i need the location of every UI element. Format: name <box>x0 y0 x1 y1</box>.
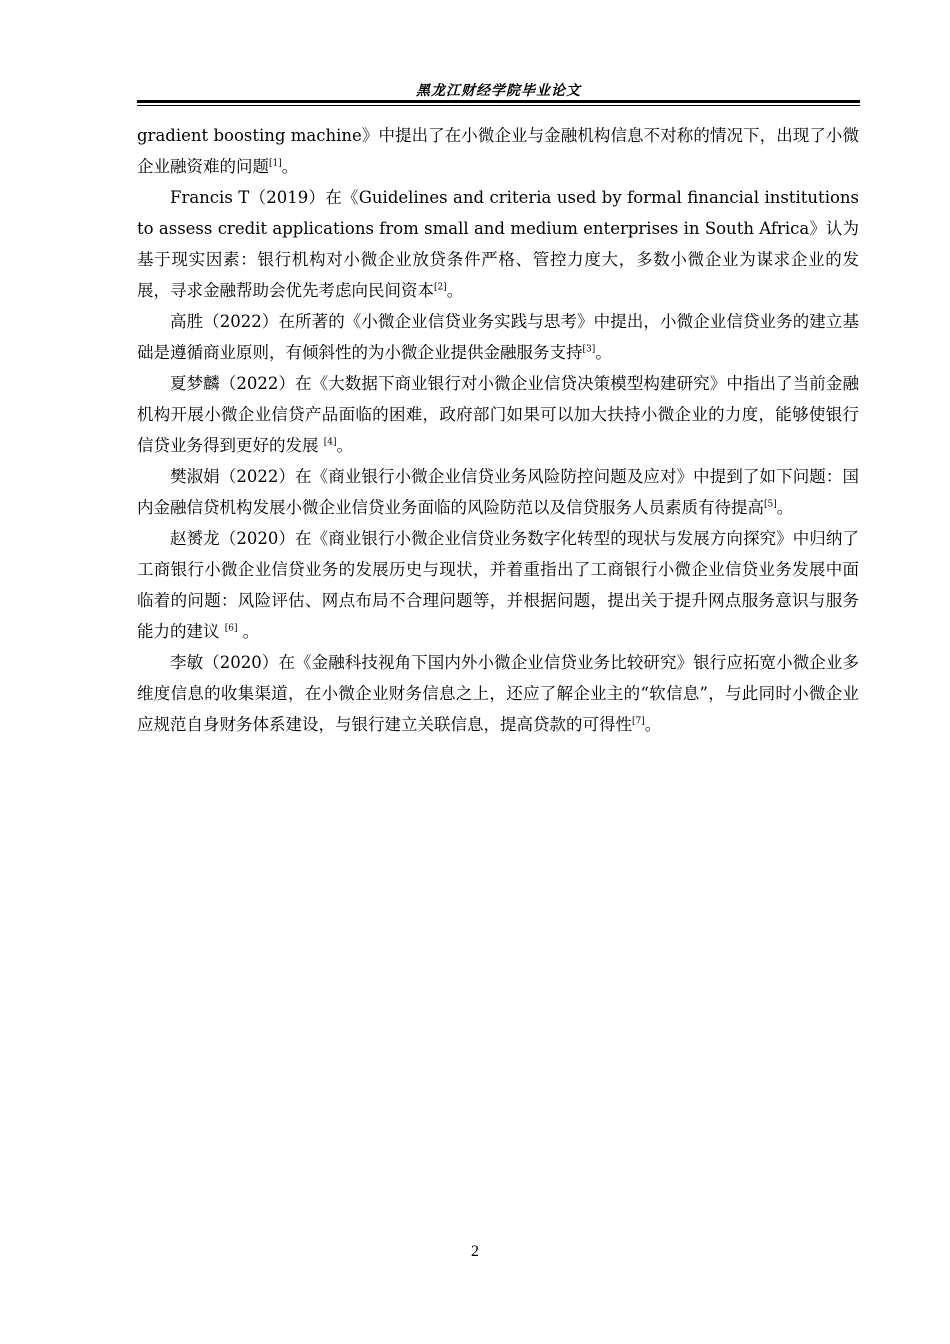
paragraph-tail: 。 <box>644 715 662 734</box>
citation-ref: [7] <box>632 716 645 727</box>
citation-ref: [1] <box>269 158 282 169</box>
citation-ref: [6] <box>224 623 238 634</box>
paragraph-text: Francis T（2019）在《Guidelines and criteria used by formal financial institutions to assess credit applications from small and medium enterprises in South Africa》认为基于现实因素：银行机构对小微企业放贷条件严格、管控力度大，多数小微企业为谋求企业的发展，寻求金融帮助会优先考虑向民间资本 <box>137 188 859 300</box>
citation-ref: [3] <box>582 344 596 355</box>
paragraph-text: 樊淑娟（2022）在《商业银行小微企业信贷业务风险防控问题及应对》中提到了如下问题：国内金融信贷机构发展小微企业信贷业务面临的风险防范以及信贷服务人员素质有待提高 <box>137 467 859 517</box>
paragraph-tail: 。 <box>595 343 612 362</box>
paragraph-text: 夏梦麟（2022）在《大数据下商业银行对小微企业信贷决策模型构建研究》中指出了当前金融机构开展小微企业信贷产品面临的困难，政府部门如果可以加大扶持小微企业的力度，能够使银行信贷业务得到更好的发展 <box>137 374 859 455</box>
header-rule-thin <box>137 105 860 106</box>
paragraph-tail: 。 <box>336 436 353 455</box>
paragraph-4 <box>137 368 859 461</box>
paragraph-tail: 。 <box>281 157 299 176</box>
body-text <box>137 120 859 740</box>
paragraph-6 <box>137 523 859 647</box>
paragraph-tail: 。 <box>446 281 464 300</box>
citation-ref: [4] <box>323 437 337 448</box>
paragraph-3 <box>137 306 859 368</box>
paragraph-1 <box>137 120 859 182</box>
paragraph-text: 高胜（2022）在所著的《小微企业信贷业务实践与思考》中提出，小微企业信贷业务的建立基础是遵循商业原则，有倾斜性的为小微企业提供金融服务支持 <box>137 312 859 362</box>
page-number: 2 <box>471 1243 479 1260</box>
paragraph-tail: 。 <box>776 498 794 517</box>
paragraph-text: 李敏（2020）在《金融科技视角下国内外小微企业信贷业务比较研究》银行应拓宽小微企业多维度信息的收集渠道，在小微企业财务信息之上，还应了解企业主的“软信息”，与此同时小微企业应规范自身财务体系建设，与银行建立关联信息，提高贷款的可得性 <box>137 653 859 734</box>
page-header-title: 黑龙江财经学院毕业论文 <box>416 83 581 99</box>
paragraph-2 <box>137 182 859 306</box>
paragraph-tail: 。 <box>237 622 260 641</box>
citation-ref: [2] <box>434 282 447 293</box>
citation-ref: [5] <box>764 499 777 510</box>
paragraph-5 <box>137 461 859 523</box>
paragraph-7 <box>137 647 859 740</box>
paragraph-text: 赵赟龙（2020）在《商业银行小微企业信贷业务数字化转型的现状与发展方向探究》中归纳了工商银行小微企业信贷业务的发展历史与现状，并着重指出了工商银行小微企业信贷业务发展中面临着的问题：风险评估、网点布局不合理问题等，并根据问题，提出关于提升网点服务意识与服务能力的建议 <box>137 529 859 641</box>
paragraph-text: gradient boosting machine》中提出了在小微企业与金融机构信息不对称的情况下，出现了小微企业融资难的问题 <box>137 126 859 176</box>
header-rule-thick <box>137 100 860 103</box>
